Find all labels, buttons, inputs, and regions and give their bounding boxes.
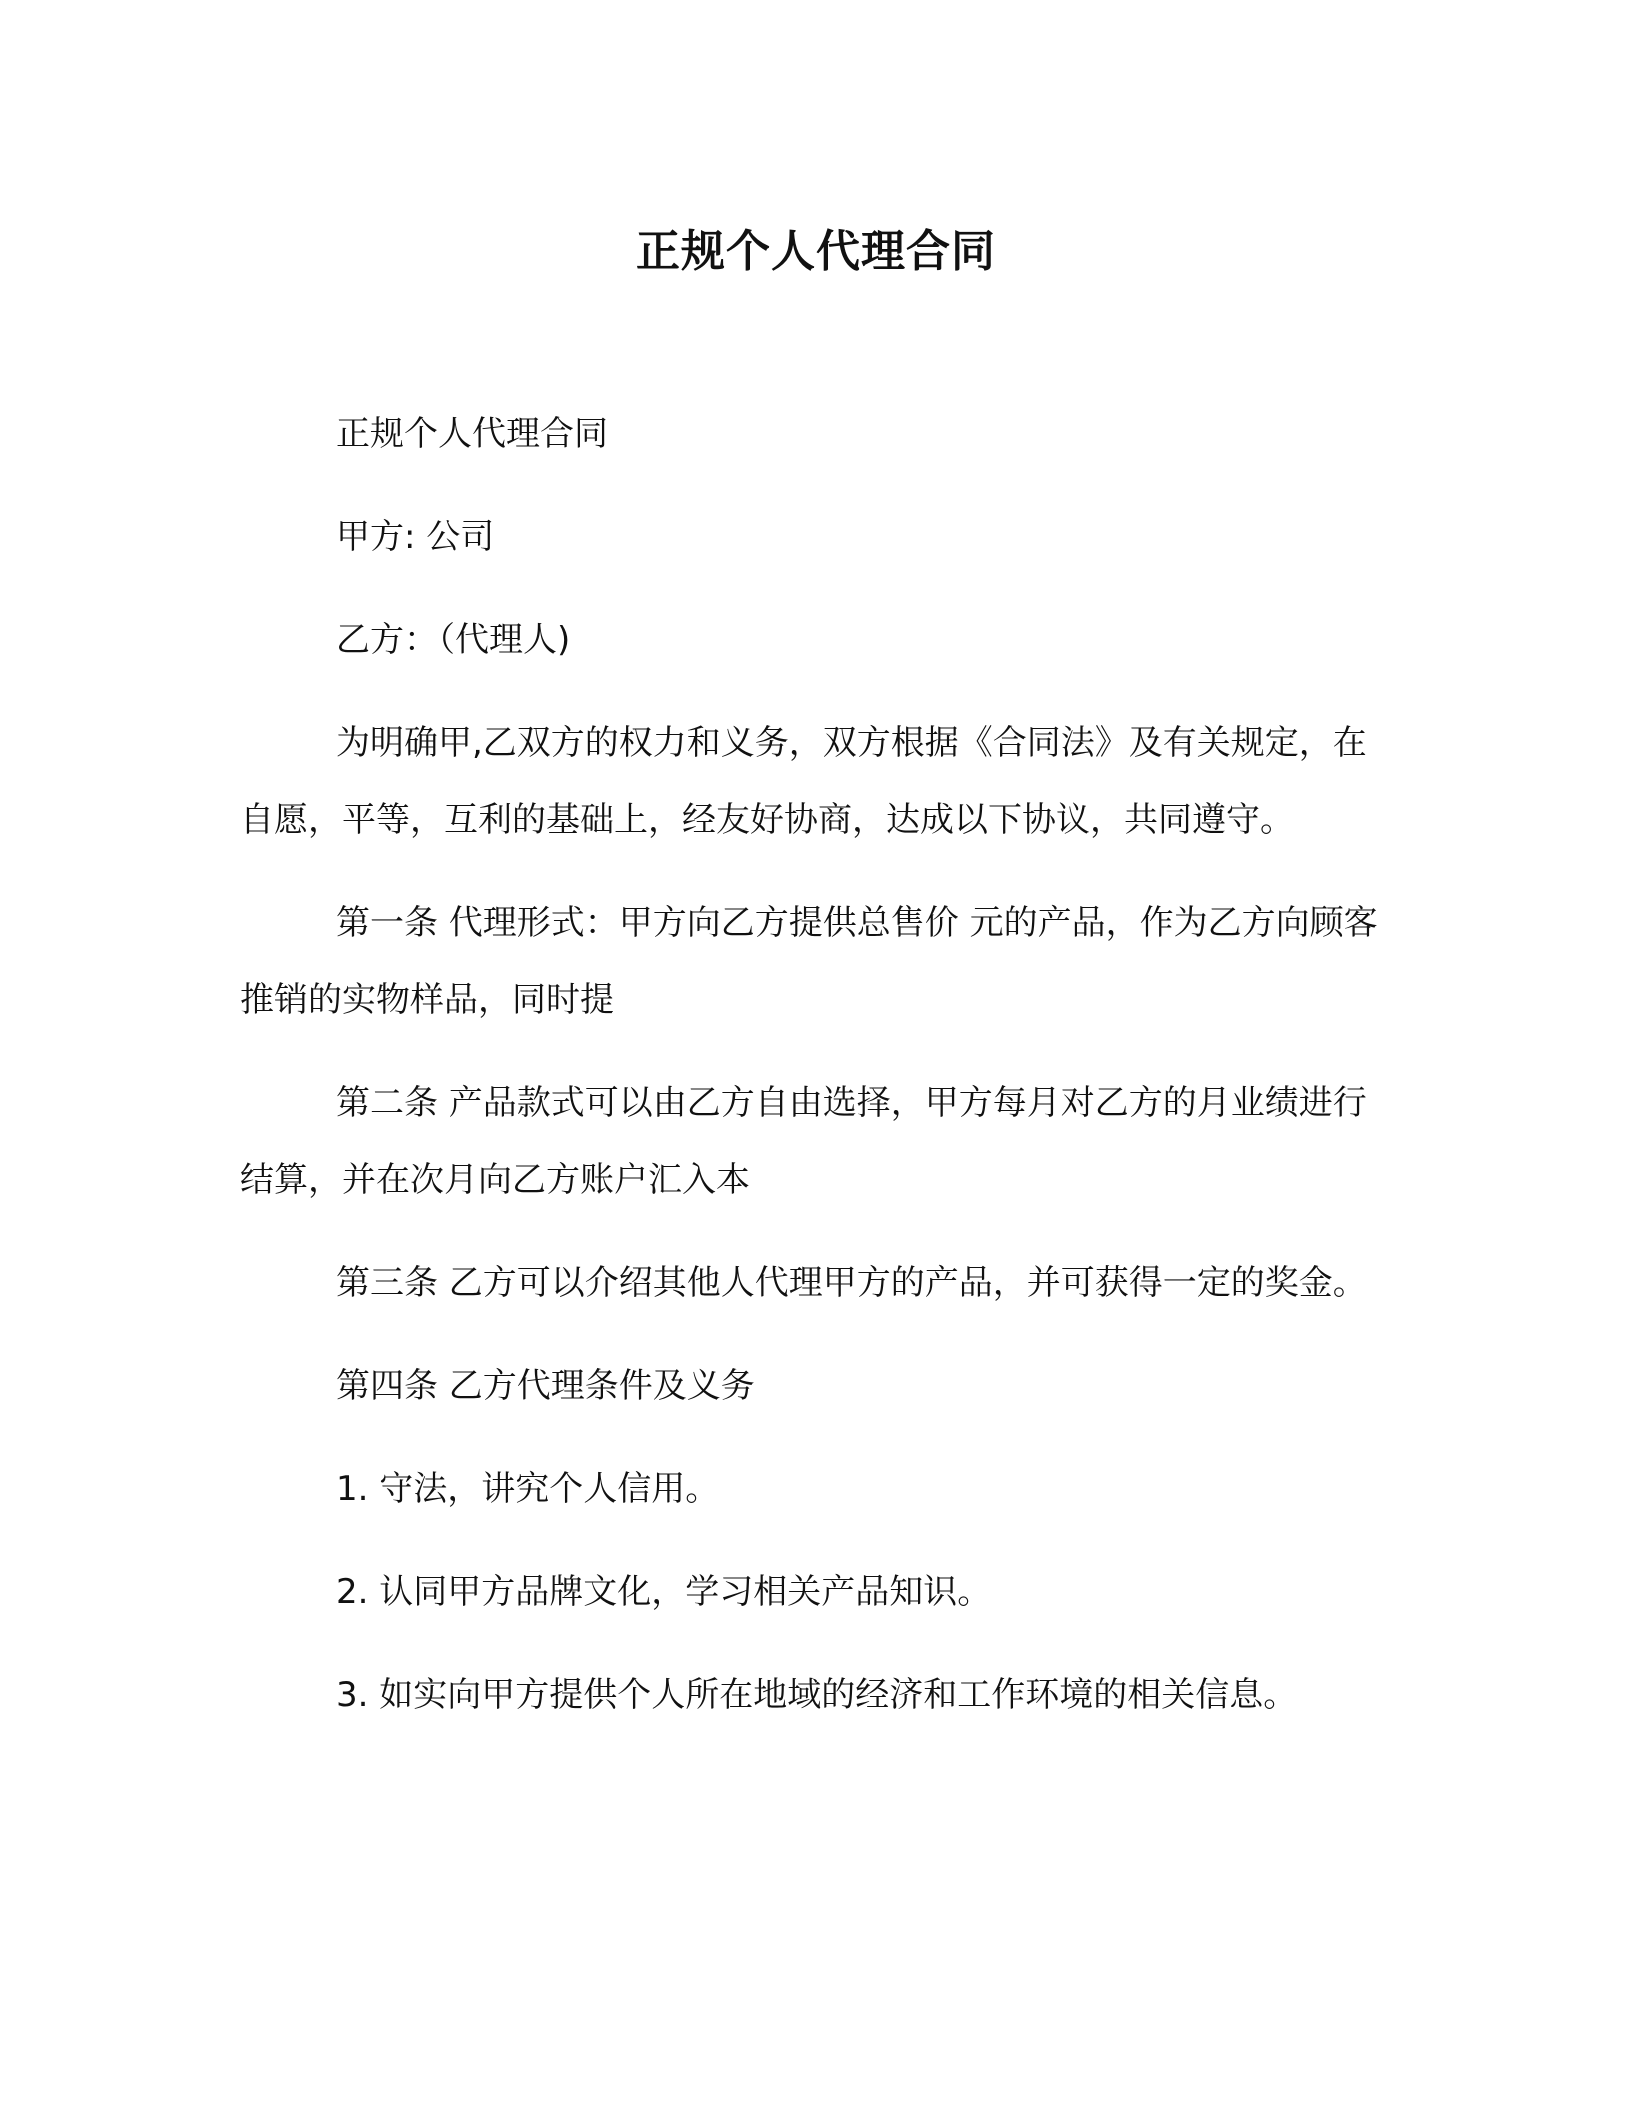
paragraph-preamble: 为明确甲,乙双方的权力和义务，双方根据《合同法》及有关规定，在自愿，平等，互利的基础上，经友好协商，达成以下协议，共同遵守。 [240,723,1367,840]
paragraph-party-a: 甲方: 公司 [336,517,495,557]
paragraph-party-b: 乙方：（代理人) [336,620,571,660]
paragraph-article-4: 第四条 乙方代理条件及义务 [336,1366,755,1406]
paragraph-heading: 正规个人代理合同 [336,414,608,454]
list-item-2: 2. 认同甲方品牌文化，学习相关产品知识。 [336,1572,992,1612]
document-title: 正规个人代理合同 [636,226,996,277]
paragraph-article-3: 第三条 乙方可以介绍其他人代理甲方的产品，并可获得一定的奖金。 [336,1263,1367,1303]
list-item-1: 1. 守法，讲究个人信用。 [336,1469,720,1509]
list-item-3: 3. 如实向甲方提供个人所在地域的经济和工作环境的相关信息。 [336,1675,1298,1715]
document-body [240,396,1390,1760]
paragraph-article-2: 第二条 产品款式可以由乙方自由选择，甲方每月对乙方的月业绩进行结算，并在次月向乙方账户汇入本 [240,1083,1367,1200]
paragraph-article-1: 第一条 代理形式：甲方向乙方提供总售价 元的产品，作为乙方向顾客推销的实物样品，同时提 [240,903,1378,1020]
